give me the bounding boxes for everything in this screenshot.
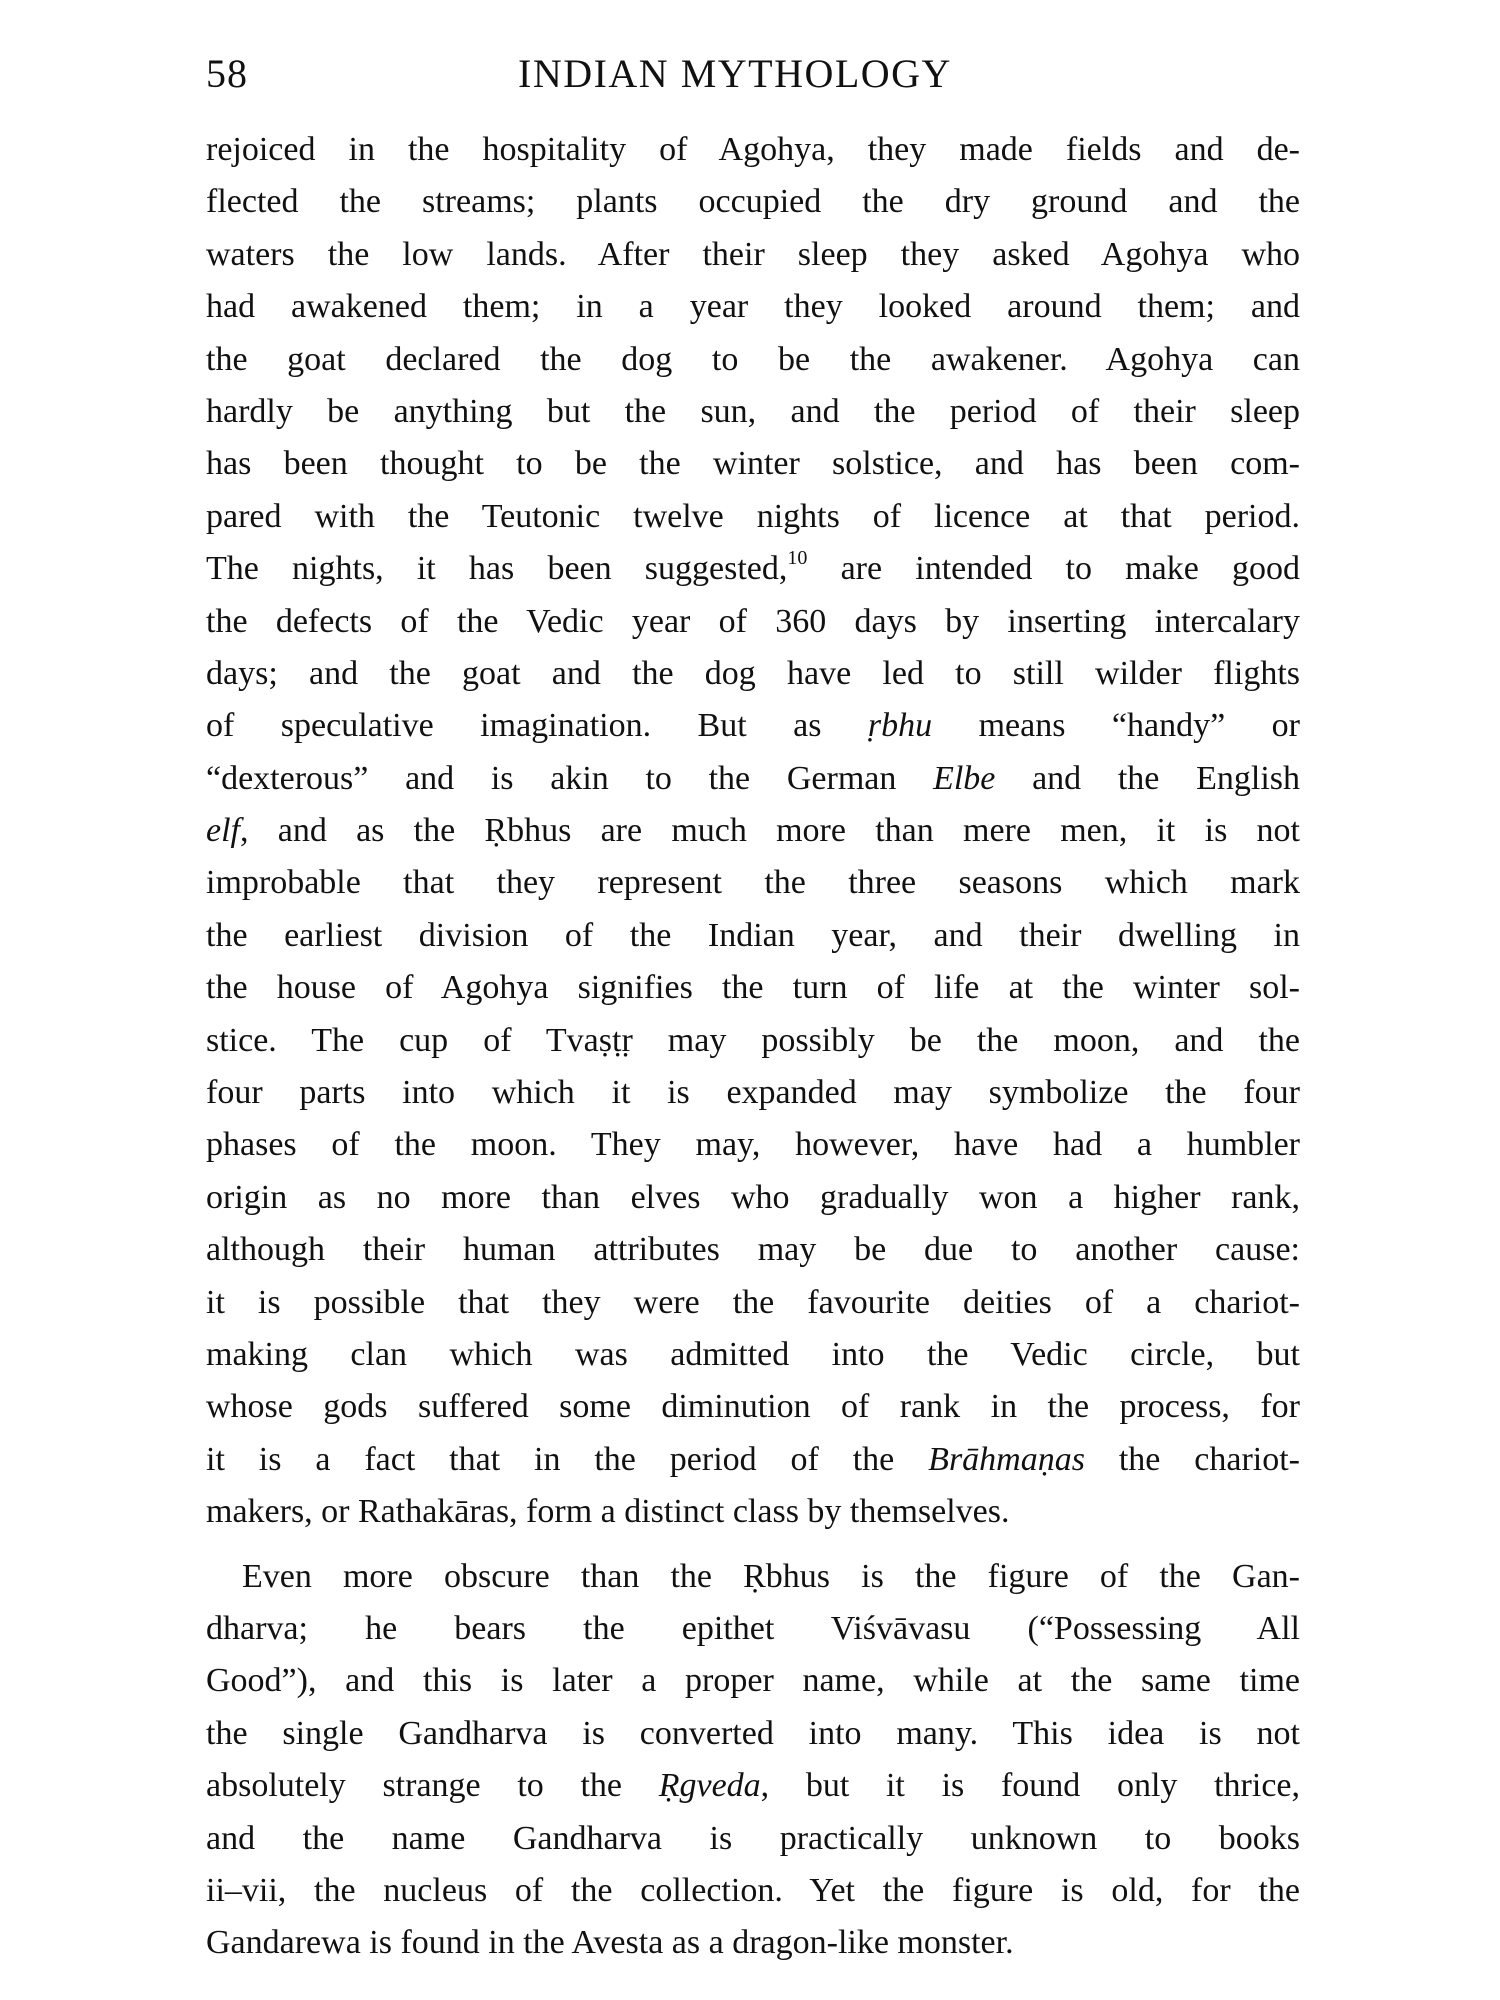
text-line: rejoiced in the hospitality of Agohya, they made fields and de- xyxy=(206,131,1300,168)
text-line xyxy=(206,700,1300,752)
text-line xyxy=(206,543,1300,595)
running-title: INDIAN MYTHOLOGY xyxy=(518,51,952,96)
text-line: waters the low lands. After their sleep they asked Agohya who xyxy=(206,235,1300,273)
text-line: making clan which was admitted into the Vedic circle, but xyxy=(206,1335,1300,1373)
body-text xyxy=(206,124,1300,1970)
footnote-marker: 10 xyxy=(787,547,808,570)
text-line: Gandarewa is found in the Avesta as a dragon-like monster. xyxy=(206,1924,1014,1962)
italic-term: elf xyxy=(206,812,240,850)
text-segment: it is a fact that in the period of the xyxy=(206,1440,929,1478)
paragraph-gap xyxy=(206,1539,1300,1551)
text-segment: , but it is found only thrice, xyxy=(760,1767,1301,1805)
text-segment: the chariot- xyxy=(1084,1440,1300,1478)
italic-term: Elbe xyxy=(933,759,996,797)
text-line xyxy=(206,805,1300,857)
text-line: Even more obscure than the Ṛbhus is the figure of the Gan- xyxy=(242,1557,1300,1595)
text-line: it is possible that they were the favourite deities of a chariot- xyxy=(206,1283,1300,1321)
text-line: origin as no more than elves who gradually won a higher rank, xyxy=(206,1178,1300,1216)
text-segment: The nights, it has been suggested, xyxy=(206,550,788,588)
paragraph xyxy=(206,1551,1300,1970)
text-line xyxy=(206,1434,1300,1486)
text-line: and the name Gandharva is practically unknown to books xyxy=(206,1819,1300,1857)
text-line xyxy=(206,1760,1300,1812)
text-line: dharva; he bears the epithet Viśvāvasu (“Possessing All xyxy=(206,1609,1300,1647)
text-segment: of speculative imagination. But as xyxy=(206,707,868,745)
text-line: the goat declared the dog to be the awakener. Agohya can xyxy=(206,340,1300,378)
running-head xyxy=(206,44,1300,104)
text-line: the earliest division of the Indian year, and their dwelling in xyxy=(206,916,1300,954)
text-line: hardly be anything but the sun, and the period of their sleep xyxy=(206,392,1300,430)
text-line: improbable that they represent the three seasons which mark xyxy=(206,864,1300,902)
text-line: flected the streams; plants occupied the dry ground and the xyxy=(206,183,1300,221)
text-line: has been thought to be the winter solstice, and has been com- xyxy=(206,445,1300,483)
text-line: the defects of the Vedic year of 360 days by inserting intercalary xyxy=(206,602,1300,640)
text-segment: “dexterous” and is akin to the German xyxy=(206,759,934,797)
text-line xyxy=(206,753,1300,805)
text-line: the house of Agohya signifies the turn of life at the winter sol- xyxy=(206,969,1300,1007)
text-line: Good”), and this is later a proper name, while at the same time xyxy=(206,1662,1300,1700)
text-segment: , and as the Ṛbhus are much more than mere men, it is not xyxy=(239,812,1300,850)
text-line: pared with the Teutonic twelve nights of licence at that period. xyxy=(206,497,1300,535)
italic-term: Ṛgveda xyxy=(658,1767,761,1805)
text-line: four parts into which it is expanded may symbolize the four xyxy=(206,1074,1300,1112)
italic-term: Brāhmaṇas xyxy=(928,1440,1085,1478)
text-segment: are intended to make good xyxy=(807,550,1300,588)
paragraph xyxy=(206,124,1300,1539)
text-line: had awakened them; in a year they looked around them; and xyxy=(206,288,1300,326)
text-segment: and the English xyxy=(995,759,1300,797)
text-line: whose gods suffered some diminution of rank in the process, for xyxy=(206,1388,1300,1426)
text-line: the single Gandharva is converted into many. This idea is not xyxy=(206,1714,1300,1752)
text-line: stice. The cup of Tvaṣṭṛ may possibly be the moon, and the xyxy=(206,1021,1300,1059)
text-line: phases of the moon. They may, however, have had a humbler xyxy=(206,1126,1300,1164)
text-line: although their human attributes may be due to another cause: xyxy=(206,1231,1300,1269)
page-number: 58 xyxy=(206,51,248,96)
text-line: makers, or Rathakāras, form a distinct class by themselves. xyxy=(206,1493,1010,1531)
text-segment: means “handy” or xyxy=(932,707,1300,745)
text-line: ii–vii, the nucleus of the collection. Yet the figure is old, for the xyxy=(206,1871,1300,1909)
book-page xyxy=(206,44,1300,1970)
text-segment: absolutely strange to the xyxy=(206,1767,659,1805)
italic-term: ṛbhu xyxy=(867,707,933,745)
text-line: days; and the goat and the dog have led to still wilder flights xyxy=(206,654,1300,692)
